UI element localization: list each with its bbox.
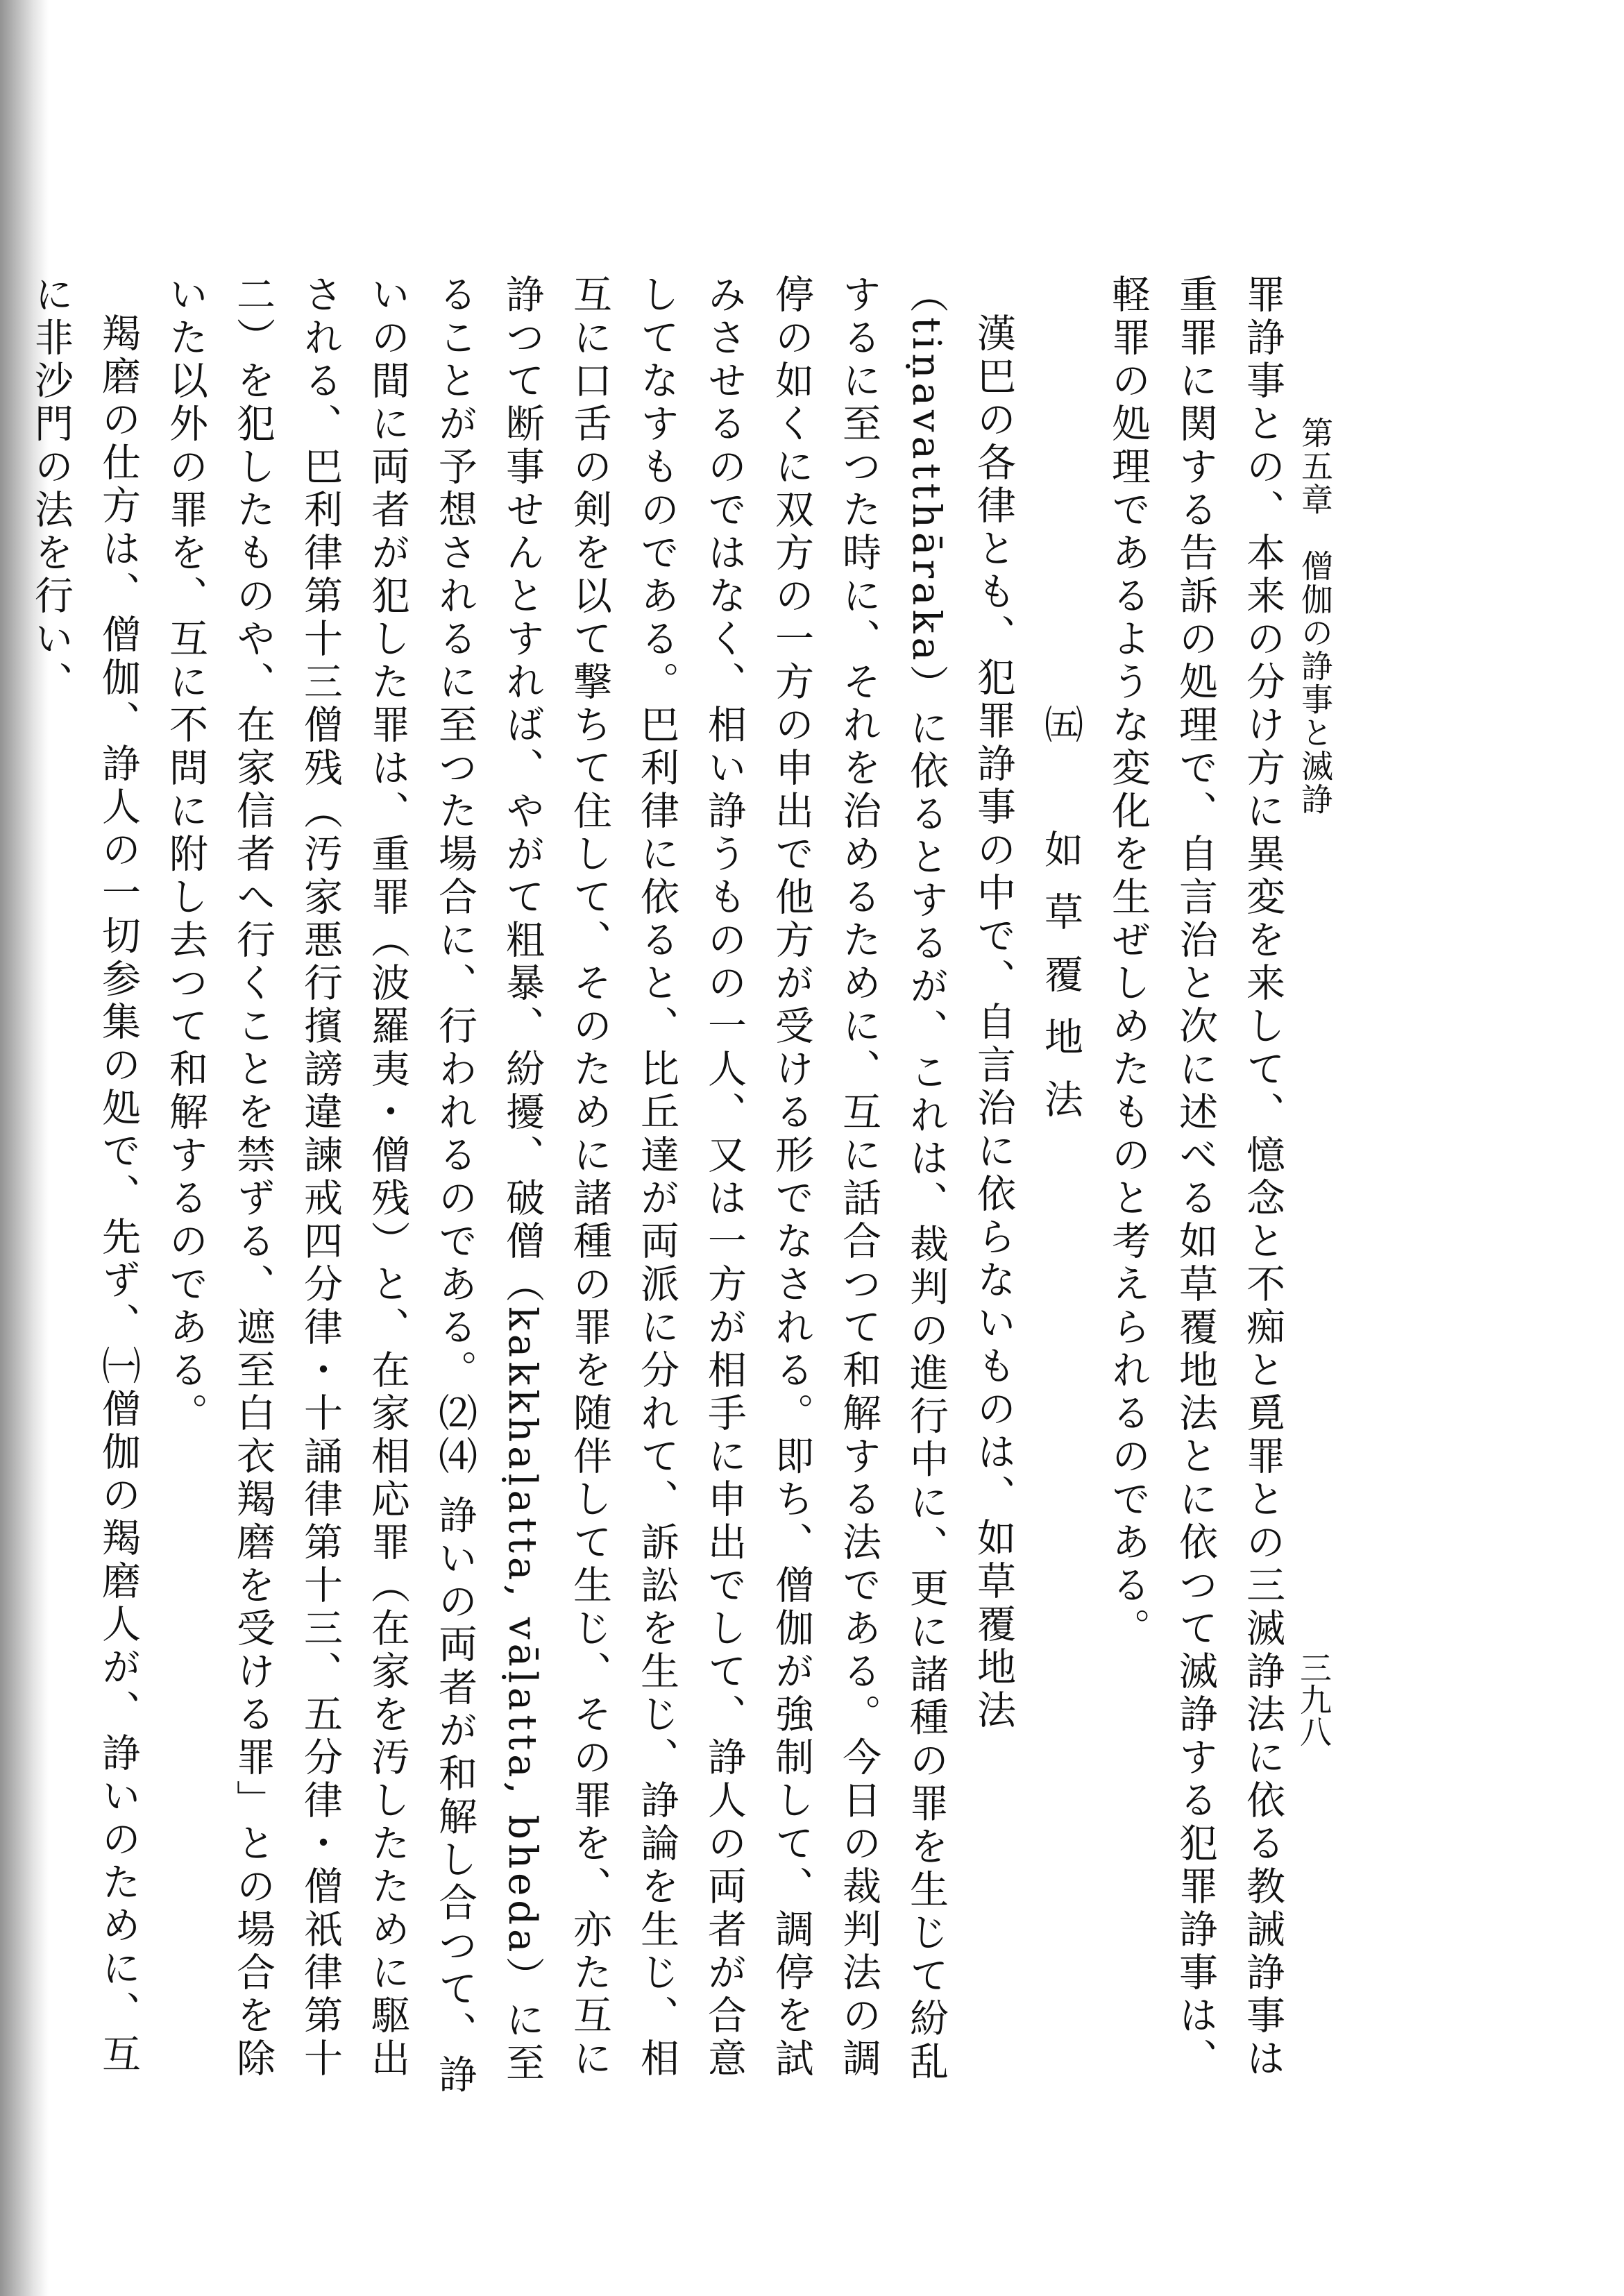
chapter-title: 第五章 僧伽の諍事と滅諍 <box>1296 416 1334 816</box>
paragraph-1: 漢巴の各律とも、犯罪諍事の中で、自言治に依らないものは、如草覆地法（tiṇavatthāraka）に依るとするが、これは、裁判の進行中に、更に諸種の罪を生じて紛乱するに至つた時に、それを治めるために、互に話合つて和解する法である。今日の裁判法の調停の如くに双方の一方の申出で他方が受ける形でなされる。即ち、僧伽が強制して、調停を試みさせるのではなく、相い諍うものの一人、又は一方が相手に申出でして、諍人の両者が合意してなすものである。巴利律に依ると、比丘達が両派に分れて、訴訟を生じ、諍論を生じ、相互に口舌の剣を以て撃ちて住して、そのために諸種の罪を随伴して生じ、その罪を、亦た互に諍つて断事せんとすれば、やがて粗暴、紛擾、破僧（kakkhaḷatta, vāḷatta, bheda）に至ることが予想されるに至つた場合に、行われるのである。⑵⑷ 諍いの両者が和解し合つて、諍いの間に両者が犯した罪は、重罪（波羅夷・僧残）と、在家相応罪（在家を汚したために駆出される、巴利律第十三僧残（汚家悪行擯謗違諫戒四分律・十誦律第十三、五分律・僧祇律第十二）を犯したものや、在家信者へ行くことを禁ずる、遮至白衣羯磨を受ける罪」との場合を除いた以外の罪を、互に不問に附し去つて和解するのである。 <box>163 274 1016 2098</box>
body-text <box>28 274 1296 2106</box>
paragraph-2: 羯磨の仕方は、僧伽、諍人の一切参集の処で、先ず、㈠僧伽の羯磨人が、諍いのために、互に非沙門の法を行い、 <box>28 274 141 2077</box>
section-heading-line <box>1027 274 1094 2106</box>
section-heading: ㈤ 如草覆地法 <box>1038 704 1083 1141</box>
page-number: 三九八 <box>1295 1651 1333 1747</box>
intro-paragraph: 罪諍事との、本来の分け方に異変を来して、憶念と不痴と覓罪との三滅諍法に依る教誡諍事は重罪に関する告訴の処理で、自言治と次に述べる如草覆地法とに依つて滅諍する犯罪諍事は、軽罪の処理であるような変化を生ぜしめたものと考えられるのである。 <box>1106 274 1285 2081</box>
